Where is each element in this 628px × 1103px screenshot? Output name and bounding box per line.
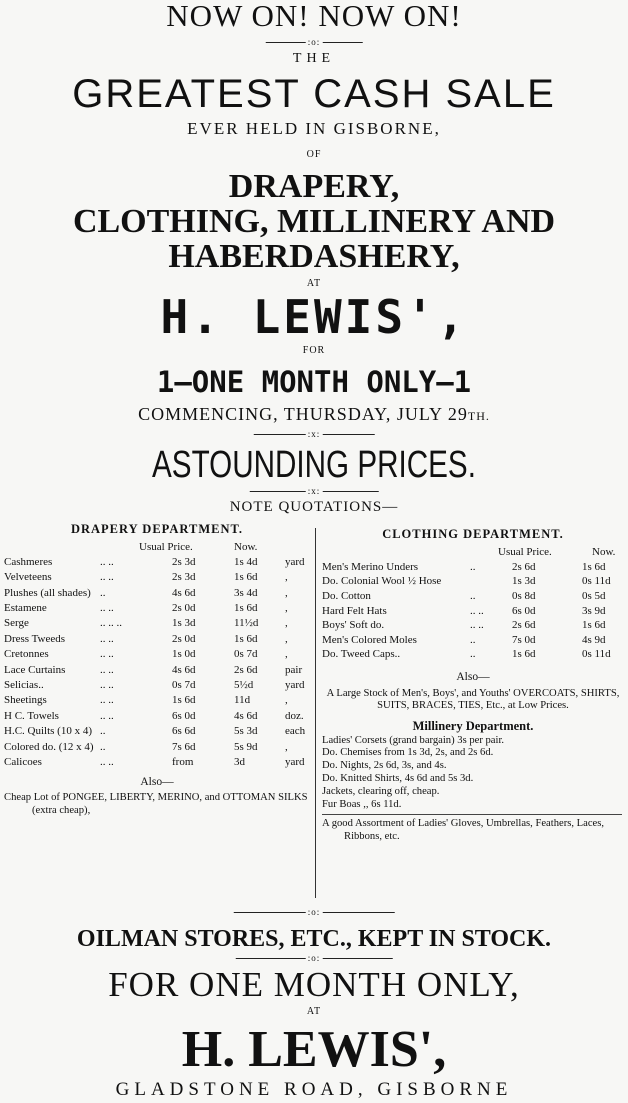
usual-price: 2s 3d: [172, 571, 196, 584]
price-unit: ,: [285, 740, 288, 753]
clothing-millinery-heading: CLOTHING, MILLINERY AND: [72, 203, 556, 240]
rule-mark: :o:: [307, 37, 321, 47]
now-price: 1s 4d: [234, 555, 258, 568]
footer-shop-name: H. LEWIS',: [181, 1021, 447, 1078]
usual-price: 0s 8d: [512, 590, 536, 603]
item-name: Velveteens: [4, 571, 52, 584]
item-leader: .. ..: [470, 604, 484, 617]
drapery-row: [4, 634, 310, 649]
now-price: 2s 6d: [234, 663, 258, 676]
commencing-line: [0, 405, 628, 423]
item-name: Sheetings: [4, 694, 47, 707]
drapery-department: [4, 523, 310, 817]
astounding-prices-heading: ASTOUNDING PRICES.: [152, 444, 476, 486]
item-name: Do. Tweed Caps..: [322, 648, 401, 661]
price-unit: ,: [285, 648, 288, 661]
item-name: Men's Merino Unders: [322, 560, 419, 573]
item-leader: .. ..: [100, 632, 114, 645]
haberdashery-heading: HABERDASHERY,: [168, 238, 460, 275]
shop-name-heading: H. LEWIS',: [160, 290, 468, 344]
millinery-item: Do. Chemises from 1s 3d, 2s, and 2s 6d.: [322, 747, 494, 759]
section-rule: [322, 814, 622, 815]
usual-price: 4s 6d: [172, 586, 196, 599]
item-name: Do. Colonial Wool ½ Hose: [322, 575, 442, 588]
clothing-row: [322, 649, 624, 664]
item-name: Do. Cotton: [322, 590, 371, 603]
now-price: 3s 4d: [234, 586, 258, 599]
price-unit: ,: [285, 586, 288, 599]
now-price: 1s 6d: [234, 571, 258, 584]
now-on-heading: NOW ON! NOW ON!: [166, 0, 462, 33]
item-name: Hard Felt Hats: [322, 604, 387, 617]
drapery-row: [4, 557, 310, 572]
price-unit: yard: [285, 555, 305, 568]
millinery-item: Jackets, clearing off, cheap.: [322, 785, 440, 797]
clothing-row: [322, 562, 624, 577]
price-unit: ,: [285, 602, 288, 615]
now-header: Now.: [234, 540, 258, 553]
item-leader: .. ..: [100, 709, 114, 722]
item-name: Cretonnes: [4, 648, 49, 661]
commencing-text: COMMENCING, THURSDAY, JULY 29: [138, 404, 468, 424]
drapery-row: [4, 572, 310, 587]
item-leader: ..: [470, 648, 476, 661]
usual-price: from: [172, 755, 194, 768]
drapery-row: [4, 588, 310, 603]
drapery-row: [4, 726, 310, 741]
price-column-headers: [4, 542, 310, 557]
rule-divider: [254, 430, 375, 439]
clothing-row: [322, 635, 624, 650]
footer-at-label: AT: [306, 1006, 322, 1017]
now-price: 5s 9d: [234, 740, 258, 753]
item-leader: .. ..: [100, 694, 114, 707]
clothing-price-list: [322, 562, 624, 664]
item-leader: .. ..: [470, 619, 484, 632]
usual-price: 2s 3d: [172, 555, 196, 568]
rule-mark: :x:: [307, 429, 321, 439]
usual-price: 1s 6d: [512, 648, 536, 661]
usual-price-header: Usual Price.: [139, 540, 193, 553]
now-price: 0s 5d: [582, 590, 606, 603]
now-price: 5½d: [234, 679, 254, 692]
item-leader: .. ..: [100, 648, 114, 661]
item-name: Selicias..: [4, 679, 44, 692]
usual-price: 1s 3d: [512, 575, 536, 588]
millinery-list: [322, 735, 624, 812]
rule-mark: :o:: [307, 907, 321, 917]
now-header: Now.: [592, 545, 616, 558]
commencing-suffix: TH.: [467, 409, 490, 423]
now-price: 1s 6d: [582, 619, 606, 632]
item-name: Colored do. (12 x 4): [4, 740, 94, 753]
price-unit: ,: [285, 694, 288, 707]
item-leader: ..: [470, 633, 476, 646]
usual-price: 1s 3d: [172, 617, 196, 630]
drapery-price-list: [4, 557, 310, 772]
at-label: AT: [306, 278, 322, 289]
for-label: FOR: [302, 345, 326, 356]
item-name: Plushes (all shades): [4, 586, 91, 599]
rule-mark: :x:: [307, 486, 321, 496]
item-name: Estamene: [4, 602, 47, 615]
usual-price: 1s 6d: [172, 694, 196, 707]
now-price: 0s 11d: [582, 575, 611, 588]
item-name: Boys' Soft do.: [322, 619, 385, 632]
ever-held-subheading: EVER HELD IN GISBORNE,: [187, 119, 441, 138]
clothing-also-label: Also—: [456, 671, 490, 684]
rule-divider: [236, 954, 393, 963]
price-column-headers: [322, 547, 624, 562]
for-one-month-only-heading: FOR ONE MONTH ONLY,: [108, 965, 520, 1004]
price-unit: yard: [285, 679, 305, 692]
now-price: 4s 9d: [582, 633, 606, 646]
drapery-row: [4, 742, 310, 757]
the-label: THE: [292, 51, 336, 66]
drapery-row: [4, 680, 310, 695]
millinery-item: Do. Knitted Shirts, 4s 6d and 5s 3d.: [322, 773, 474, 785]
now-price: 11d: [234, 694, 251, 707]
now-price: 4s 6d: [234, 709, 258, 722]
clothing-row: [322, 576, 624, 591]
item-leader: ..: [470, 560, 476, 573]
now-price: 0s 7d: [234, 648, 258, 661]
usual-price: 2s 0d: [172, 632, 196, 645]
item-leader: .. ..: [100, 679, 114, 692]
clothing-row: [322, 606, 624, 621]
millinery-item: Do. Nights, 2s 6d, 3s, and 4s.: [322, 760, 447, 772]
usual-price-header: Usual Price.: [498, 545, 552, 558]
now-price: 3s 9d: [582, 604, 606, 617]
rule-mark: :o:: [307, 953, 321, 963]
clothing-department-title: CLOTHING DEPARTMENT.: [382, 527, 564, 541]
item-name: Dress Tweeds: [4, 632, 66, 645]
usual-price: 6s 0d: [172, 709, 196, 722]
item-leader: ..: [100, 725, 106, 738]
item-name: Cashmeres: [4, 555, 53, 568]
price-unit: ,: [285, 632, 288, 645]
drapery-row: [4, 757, 310, 772]
now-price: 1s 6d: [234, 602, 258, 615]
oilman-stores-line: OILMAN STORES, ETC., KEPT IN STOCK.: [76, 926, 552, 952]
millinery-item: Fur Boas ,, 6s 11d.: [322, 798, 402, 810]
now-price: 1s 6d: [234, 632, 258, 645]
now-price: 0s 11d: [582, 648, 611, 661]
drapery-row: [4, 711, 310, 726]
price-unit: ,: [285, 571, 288, 584]
usual-price: 2s 6d: [512, 560, 536, 573]
usual-price: 4s 6d: [172, 663, 196, 676]
item-name: H C. Towels: [4, 709, 59, 722]
clothing-department: [322, 523, 624, 844]
item-leader: .. .. ..: [100, 617, 122, 630]
item-leader: ..: [100, 740, 106, 753]
clothing-row: [322, 591, 624, 606]
usual-price: 7s 6d: [172, 740, 196, 753]
price-unit: yard: [285, 755, 305, 768]
drapery-row: [4, 603, 310, 618]
rule-divider: [234, 908, 395, 917]
price-unit: ,: [285, 617, 288, 630]
item-name: Lace Curtains: [4, 663, 66, 676]
drapery-row: [4, 649, 310, 664]
usual-price: 6s 6d: [172, 725, 196, 738]
price-unit: pair: [285, 663, 303, 676]
drapery-row: [4, 695, 310, 710]
millinery-department-title: Millinery Department.: [412, 719, 534, 734]
item-leader: .. ..: [100, 755, 114, 768]
column-divider: [315, 528, 316, 898]
greatest-cash-sale-heading: GREATEST CASH SALE: [72, 72, 556, 116]
mens-stock-note: A Large Stock of Men's, Boys', and Youths' OVERCOATS, SHIRTS, SUITS, BRACES, TIES, Etc., at Low Prices.: [326, 687, 620, 712]
item-leader: .. ..: [100, 663, 114, 676]
item-name: Calicoes: [4, 755, 42, 768]
item-name: Men's Colored Moles: [322, 633, 417, 646]
rule-divider: [250, 487, 379, 496]
item-name: H.C. Quilts (10 x 4): [4, 725, 92, 738]
silks-note: Cheap Lot of PONGEE, LIBERTY, MERINO, and OTTOMAN SILKS (extra cheap),: [4, 791, 308, 816]
one-month-only-heading: 1–ONE MONTH ONLY–1: [156, 365, 472, 399]
drapery-row: [4, 618, 310, 633]
gloves-note: A good Assortment of Ladies' Gloves, Umbrellas, Feathers, Laces, Ribbons, etc.: [322, 818, 604, 843]
address-line: GLADSTONE ROAD, GISBORNE: [115, 1079, 513, 1100]
price-unit: each: [285, 725, 306, 738]
usual-price: 0s 7d: [172, 679, 196, 692]
clothing-row: [322, 620, 624, 635]
rule-divider: [266, 38, 363, 47]
millinery-item: Ladies' Corsets (grand bargain) 3s per pair.: [322, 734, 505, 746]
item-leader: .. ..: [100, 602, 114, 615]
note-quotations-label: NOTE QUOTATIONS—: [229, 499, 399, 515]
usual-price: 2s 0d: [172, 602, 196, 615]
item-leader: .. ..: [100, 555, 114, 568]
now-price: 1s 6d: [582, 560, 606, 573]
item-leader: ..: [100, 586, 106, 599]
drapery-row: [4, 665, 310, 680]
usual-price: 6s 0d: [512, 604, 536, 617]
item-leader: ..: [470, 590, 476, 603]
price-unit: doz.: [285, 709, 304, 722]
now-price: 5s 3d: [234, 725, 258, 738]
usual-price: 1s 0d: [172, 648, 196, 661]
item-leader: .. ..: [100, 571, 114, 584]
item-name: Serge: [4, 617, 29, 630]
of-label: OF: [306, 149, 322, 160]
usual-price: 7s 0d: [512, 633, 536, 646]
drapery-also-label: Also—: [140, 776, 174, 789]
usual-price: 2s 6d: [512, 619, 536, 632]
drapery-department-title: DRAPERY DEPARTMENT.: [70, 522, 244, 536]
drapery-heading: DRAPERY,: [228, 168, 400, 205]
now-price: 11½d: [234, 617, 259, 630]
now-price: 3d: [234, 755, 245, 768]
